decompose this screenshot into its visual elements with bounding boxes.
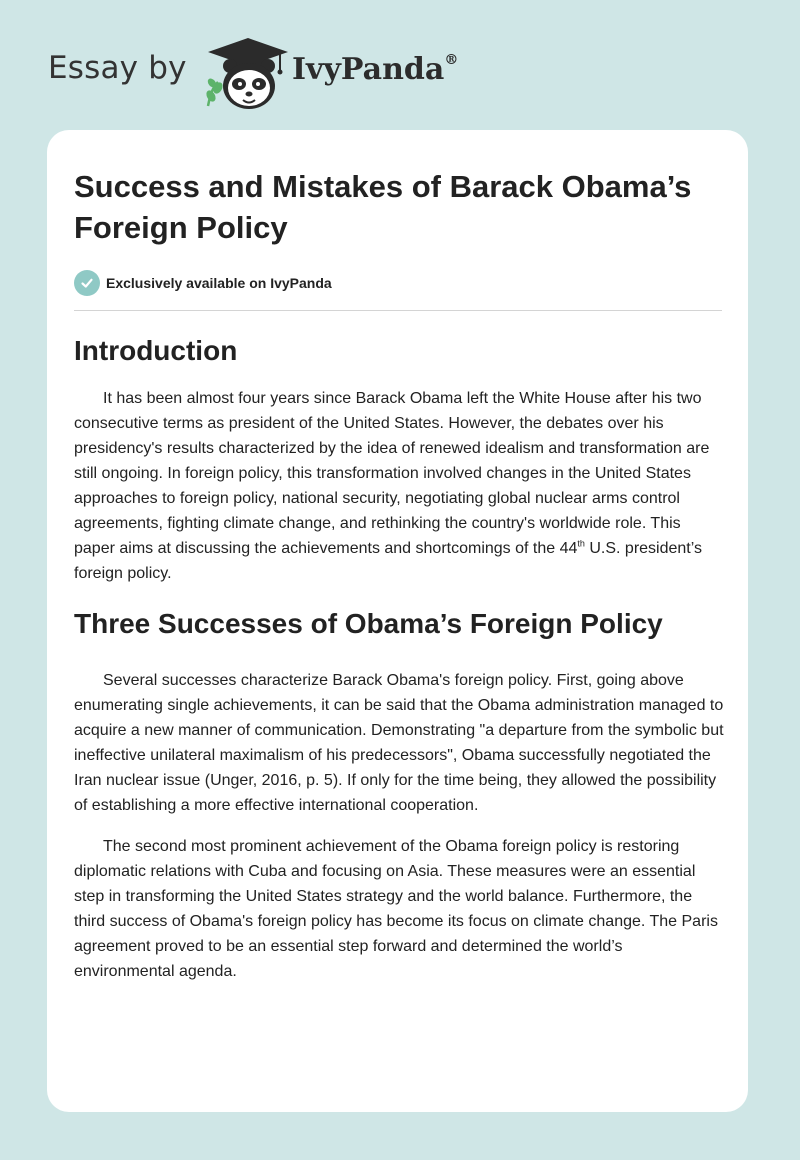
section-heading-successes: Three Successes of Obama’s Foreign Policy	[74, 608, 663, 639]
panda-logo-icon[interactable]	[200, 36, 288, 112]
essay-by-label: Essay by	[48, 50, 187, 86]
brand-name[interactable]	[292, 52, 458, 87]
section-heading-introduction: Introduction	[74, 335, 238, 366]
essay-title: Success and Mistakes of Barack Obama’s Foreign Policy	[74, 169, 692, 245]
intro-text: It has been almost four years since Barack Obama left the White House after his two consecutive terms as president of the United States. However, the debates over his presidency's results characterized by the idea of renewed idealism and transformation are still ongoing. In foreign policy, this transformation involved changes in the United States approaches to foreign policy, national security, negotiating global nuclear arms control agreements, fighting climate change, and rethinking the country's worldwide role. This paper aims at discussing the achievements and shortcomings of the 44	[74, 390, 710, 557]
essay-card	[47, 130, 748, 1112]
registered-mark: ®	[444, 52, 459, 68]
intro-text-end: U.S. president’s foreign policy.	[74, 540, 702, 582]
brand-text: IvyPanda	[292, 52, 445, 87]
ordinal-suffix: th	[577, 538, 585, 549]
successes-paragraph-2: The second most prominent achievement of the Obama foreign policy is restoring diplomatic relations with Cuba and focusing on Asia. These measures were an essential step in transforming the United States strategy and the world balance. Furthermore, the third success of Obama's foreign policy has become its focus on climate change. The Paris agreement proved to be an essential step forward and determined the world’s environmental agenda.	[74, 838, 718, 980]
exclusive-label: Exclusively available on IvyPanda	[106, 275, 332, 291]
check-icon	[74, 270, 100, 296]
exclusive-badge	[74, 268, 724, 298]
essay-content	[74, 130, 724, 984]
site-header	[48, 30, 508, 110]
successes-paragraph-1: Several successes characterize Barack Obama's foreign policy. First, going above enumerating single achievements, it can be said that the Obama administration managed to acquire a new manner of communication. Demonstrating "a departure from the symbolic but ineffective unilateral maximalism of his predecessors", Obama successfully negotiated the Iran nuclear issue (Unger, 2016, p. 5). If only for the time being, they allowed the possibility of establishing a more effective international cooperation.	[74, 672, 724, 814]
intro-paragraph	[74, 386, 724, 586]
title-divider	[74, 310, 722, 311]
